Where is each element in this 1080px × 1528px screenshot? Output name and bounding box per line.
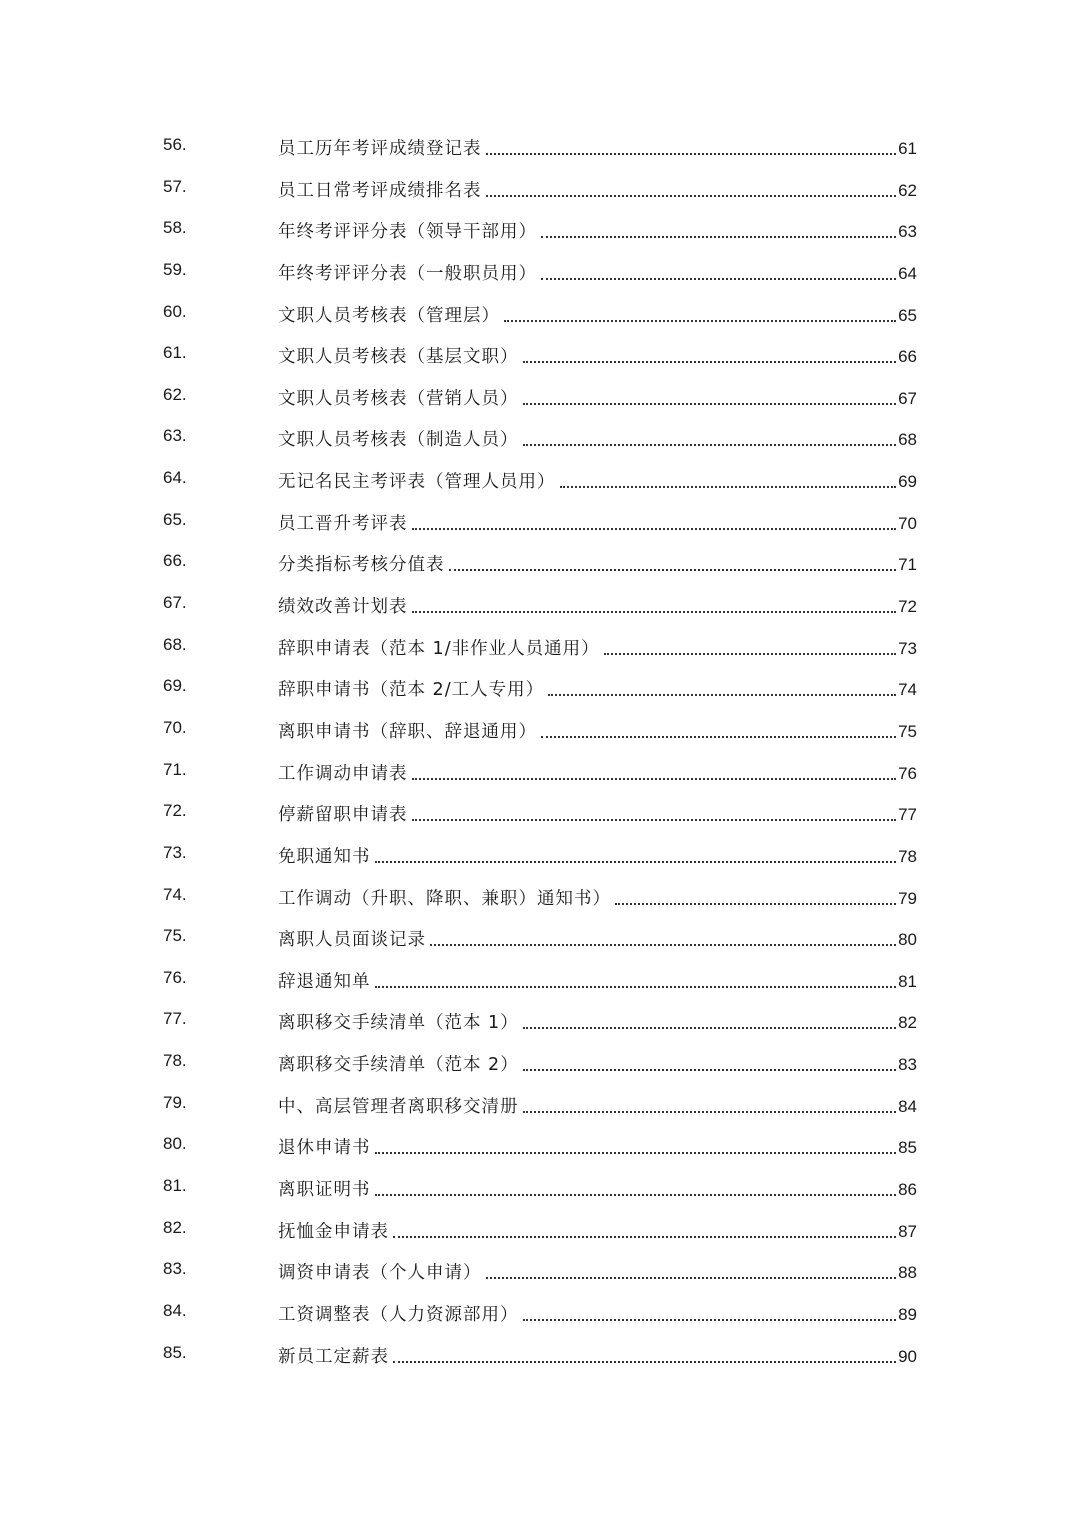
- toc-entry-page-number: 88: [898, 1263, 917, 1283]
- toc-entry-page-number: 83: [898, 1055, 917, 1075]
- dot-leader: [541, 278, 896, 280]
- toc-entry[interactable]: [0, 917, 1080, 959]
- toc-entry-page-number: 80: [898, 930, 917, 950]
- toc-entry-number: 64.: [163, 468, 187, 488]
- dot-leader: [430, 944, 896, 946]
- toc-entry-line: [278, 1133, 917, 1159]
- dot-leader: [449, 569, 897, 571]
- toc-entry-page-number: 68: [898, 430, 917, 450]
- toc-entry[interactable]: [0, 959, 1080, 1001]
- toc-entry-line: [278, 342, 917, 368]
- toc-entry-line: [278, 217, 917, 243]
- toc-entry-number: 62.: [163, 384, 187, 404]
- dot-leader: [541, 236, 896, 238]
- toc-entry-number: 59.: [163, 259, 187, 279]
- dot-leader: [523, 444, 897, 446]
- dot-leader: [523, 361, 897, 363]
- toc-entry[interactable]: [0, 667, 1080, 709]
- toc-entry-page-number: 72: [898, 597, 917, 617]
- toc-entry-line: [278, 1050, 917, 1076]
- dot-leader: [393, 1361, 896, 1363]
- toc-entry-page-number: 87: [898, 1221, 917, 1241]
- toc-entry-number: 81.: [163, 1176, 187, 1196]
- toc-entry-number: 71.: [163, 759, 187, 779]
- toc-entry[interactable]: [0, 709, 1080, 751]
- toc-entry-title[interactable]: 辞退通知单: [278, 971, 371, 992]
- toc-entry-number: 66.: [163, 551, 187, 571]
- dot-leader: [412, 611, 897, 613]
- toc-entry-line: [278, 800, 917, 826]
- toc-entry-page-number: 66: [898, 347, 917, 367]
- toc-entry-title[interactable]: 文职人员考核表（基层文职）: [278, 347, 519, 368]
- dot-leader: [615, 903, 896, 905]
- toc-entry-page-number: 76: [898, 763, 917, 783]
- dot-leader: [375, 1152, 897, 1154]
- toc-entry-title[interactable]: 工资调整表（人力资源部用）: [278, 1304, 519, 1325]
- toc-entry-line: [278, 301, 917, 327]
- toc-entry-page-number: 64: [898, 263, 917, 283]
- toc-entry-number: 80.: [163, 1134, 187, 1154]
- dot-leader: [560, 486, 897, 488]
- toc-entry-line: [278, 550, 917, 576]
- toc-entry-number: 63.: [163, 426, 187, 446]
- toc-entry-page-number: 71: [898, 555, 917, 575]
- toc-entry-number: 70.: [163, 717, 187, 737]
- toc-entry-line: [278, 634, 917, 660]
- toc-entry-title[interactable]: 新员工定薪表: [278, 1346, 389, 1367]
- toc-entry-title[interactable]: 年终考评评分表（领导干部用）: [278, 222, 537, 243]
- toc-entry-line: [278, 134, 917, 160]
- toc-entry-line: [278, 1092, 917, 1118]
- toc-entry-number: 72.: [163, 801, 187, 821]
- toc-entry[interactable]: [0, 1334, 1080, 1376]
- toc-entry-number: 85.: [163, 1342, 187, 1362]
- toc-entry-line: [278, 1258, 917, 1284]
- dot-leader: [375, 861, 897, 863]
- toc-entry-number: 74.: [163, 884, 187, 904]
- toc-entry-page-number: 78: [898, 846, 917, 866]
- toc-entry[interactable]: [0, 1125, 1080, 1167]
- toc-entry-page-number: 86: [898, 1180, 917, 1200]
- toc-entry-page-number: 79: [898, 888, 917, 908]
- toc-entry-page-number: 74: [898, 680, 917, 700]
- toc-entry-title[interactable]: 员工历年考评成绩登记表: [278, 139, 482, 159]
- dot-leader: [504, 320, 896, 322]
- dot-leader: [486, 195, 897, 197]
- toc-entry-title[interactable]: 离职移交手续清单（范本 2）: [278, 1055, 519, 1076]
- toc-entry-page-number: 62: [898, 180, 917, 200]
- toc-entry[interactable]: [0, 626, 1080, 668]
- toc-entry-line: [278, 384, 917, 410]
- toc-entry[interactable]: [0, 459, 1080, 501]
- toc-entry-title[interactable]: 离职人员面谈记录: [278, 930, 426, 951]
- dot-leader: [541, 736, 896, 738]
- toc-entry-page-number: 90: [898, 1346, 917, 1366]
- toc-entry-page-number: 82: [898, 1013, 917, 1033]
- dot-leader: [523, 1111, 897, 1113]
- toc-entry[interactable]: [0, 293, 1080, 335]
- toc-entry-number: 60.: [163, 301, 187, 321]
- toc-entry[interactable]: [0, 501, 1080, 543]
- toc-entry-title[interactable]: 抚恤金申请表: [278, 1221, 389, 1242]
- toc-entry-page-number: 85: [898, 1138, 917, 1158]
- toc-entry-page-number: 61: [898, 139, 917, 158]
- toc-entry[interactable]: [0, 1084, 1080, 1126]
- dot-leader: [523, 1069, 896, 1071]
- dot-leader: [604, 653, 896, 655]
- toc-entry-line: [278, 759, 917, 785]
- toc-entry-line: [278, 967, 917, 993]
- toc-entry-number: 57.: [163, 176, 187, 196]
- toc-entry-line: [278, 884, 917, 910]
- toc-entry-number: 79.: [163, 1092, 187, 1112]
- toc-entry[interactable]: [0, 168, 1080, 210]
- toc-entry-title[interactable]: 文职人员考核表（管理层）: [278, 305, 500, 326]
- toc-entry-number: 82.: [163, 1217, 187, 1237]
- toc-entry-line: [278, 259, 917, 285]
- toc-entry-number: 65.: [163, 509, 187, 529]
- toc-entry-number: 69.: [163, 676, 187, 696]
- toc-entry-page-number: 63: [898, 222, 917, 242]
- dot-leader: [548, 694, 896, 696]
- toc-entry-title[interactable]: 文职人员考核表（营销人员）: [278, 388, 519, 409]
- toc-entry[interactable]: [0, 417, 1080, 459]
- toc-entry-line: [278, 1008, 917, 1034]
- toc-entry[interactable]: [0, 209, 1080, 251]
- toc-entry-line: [278, 592, 917, 618]
- toc-entry-line: [278, 675, 917, 701]
- toc-entry-page-number: 89: [898, 1304, 917, 1324]
- toc-entry-line: [278, 842, 917, 868]
- dot-leader: [486, 153, 897, 155]
- toc-entry-number: 75.: [163, 926, 187, 946]
- toc-entry[interactable]: [0, 834, 1080, 876]
- dot-leader: [393, 1236, 896, 1238]
- toc-entry-page-number: 73: [898, 638, 917, 658]
- toc-entry-number: 83.: [163, 1259, 187, 1279]
- toc-entry-line: [278, 1342, 917, 1368]
- dot-leader: [486, 1277, 897, 1279]
- toc-entry-page-number: 75: [898, 721, 917, 741]
- toc-entry[interactable]: [0, 751, 1080, 793]
- toc-entry-number: 56.: [163, 135, 187, 154]
- dot-leader: [523, 1319, 897, 1321]
- toc-entry-title[interactable]: 工作调动申请表: [278, 763, 408, 784]
- toc-entry[interactable]: [0, 251, 1080, 293]
- toc-entry-number: 58.: [163, 218, 187, 238]
- toc-entry-number: 73.: [163, 842, 187, 862]
- toc-entry[interactable]: [0, 1000, 1080, 1042]
- toc-entry-title[interactable]: 文职人员考核表（制造人员）: [278, 430, 519, 451]
- toc-entry-title[interactable]: 离职移交手续清单（范本 1）: [278, 1013, 519, 1034]
- toc-entry-line: [278, 509, 917, 535]
- toc-entry-title[interactable]: 中、高层管理者离职移交清册: [278, 1096, 519, 1117]
- toc-entry-number: 67.: [163, 593, 187, 613]
- toc-entry[interactable]: [0, 1209, 1080, 1251]
- toc-entry-number: 77.: [163, 1009, 187, 1029]
- toc-entry-line: [278, 425, 917, 451]
- toc-entry-title[interactable]: 员工日常考评成绩排名表: [278, 180, 482, 201]
- toc-entry-title[interactable]: 离职申请书（辞职、辞退通用）: [278, 721, 537, 742]
- toc-entry-title[interactable]: 无记名民主考评表（管理人员用）: [278, 472, 556, 493]
- toc-entry-page-number: 77: [898, 805, 917, 825]
- toc-entry-title[interactable]: 退休申请书: [278, 1138, 371, 1159]
- toc-entry-title[interactable]: 工作调动（升职、降职、兼职）通知书）: [278, 888, 611, 909]
- dot-leader: [523, 403, 897, 405]
- dot-leader: [523, 1027, 896, 1029]
- toc-entry-title[interactable]: 分类指标考核分值表: [278, 555, 445, 576]
- toc-entry-title[interactable]: 免职通知书: [278, 846, 371, 867]
- toc-entry-number: 76.: [163, 967, 187, 987]
- toc-entry[interactable]: [0, 1042, 1080, 1084]
- toc-entry-number: 68.: [163, 634, 187, 654]
- toc-entry-page-number: 84: [898, 1096, 917, 1116]
- toc-entry-title[interactable]: 辞职申请表（范本 1/非作业人员通用）: [278, 638, 600, 659]
- toc-entry-line: [278, 176, 917, 202]
- toc-entry[interactable]: [0, 334, 1080, 376]
- toc-entry-page-number: 65: [898, 305, 917, 325]
- toc-entry-title[interactable]: 离职证明书: [278, 1180, 371, 1201]
- toc-entry-title[interactable]: 绩效改善计划表: [278, 597, 408, 618]
- dot-leader: [412, 528, 897, 530]
- dot-leader: [412, 778, 897, 780]
- toc-entry-page-number: 67: [898, 388, 917, 408]
- toc-entry-line: [278, 1300, 917, 1326]
- toc-entry-line: [278, 717, 917, 743]
- dot-leader: [375, 986, 897, 988]
- toc-entry-line: [278, 467, 917, 493]
- toc-entry-line: [278, 925, 917, 951]
- toc-entry-title[interactable]: 停薪留职申请表: [278, 805, 408, 826]
- toc-entry[interactable]: [0, 126, 1080, 168]
- toc-entry[interactable]: [0, 1250, 1080, 1292]
- toc-entry-title[interactable]: 员工晋升考评表: [278, 513, 408, 534]
- toc-entry-line: [278, 1175, 917, 1201]
- toc-entry-title[interactable]: 年终考评评分表（一般职员用）: [278, 263, 537, 284]
- toc-entry[interactable]: [0, 584, 1080, 626]
- toc-entry-line: [278, 1217, 917, 1243]
- toc-entry[interactable]: [0, 792, 1080, 834]
- dot-leader: [412, 819, 897, 821]
- toc-entry-page-number: 70: [898, 513, 917, 533]
- dot-leader: [375, 1194, 897, 1196]
- table-of-contents: [0, 126, 1080, 1375]
- toc-entry-number: 78.: [163, 1051, 187, 1071]
- toc-entry-title[interactable]: 辞职申请书（范本 2/工人专用）: [278, 680, 545, 701]
- toc-entry-number: 61.: [163, 343, 187, 363]
- toc-entry-page-number: 81: [898, 971, 917, 991]
- toc-entry[interactable]: [0, 1292, 1080, 1334]
- toc-entry[interactable]: [0, 876, 1080, 918]
- toc-entry[interactable]: [0, 1167, 1080, 1209]
- toc-entry[interactable]: [0, 542, 1080, 584]
- toc-entry[interactable]: [0, 376, 1080, 418]
- toc-entry-page-number: 69: [898, 472, 917, 492]
- toc-entry-number: 84.: [163, 1300, 187, 1320]
- toc-entry-title[interactable]: 调资申请表（个人申请）: [278, 1263, 482, 1284]
